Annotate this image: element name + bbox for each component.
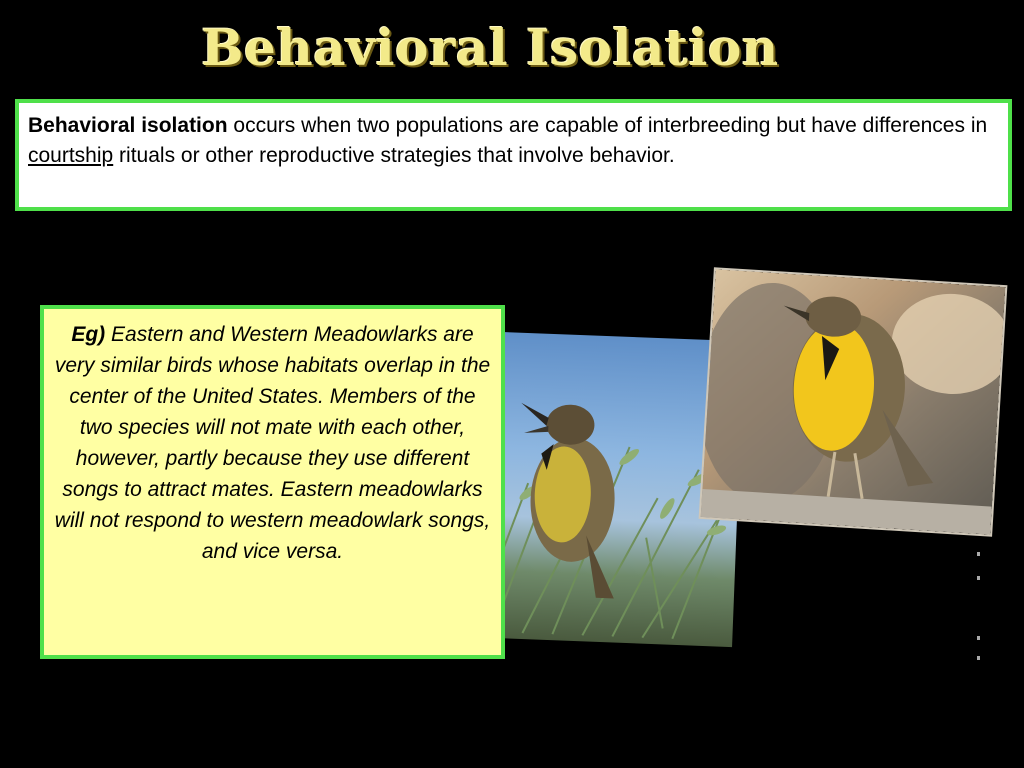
definition-box <box>15 99 1012 211</box>
mark <box>977 656 980 660</box>
standing-meadowlark-photo <box>701 269 1006 534</box>
definition-text-end: rituals or other reproductive strategies that involve behavior. <box>113 144 675 167</box>
mark <box>977 636 980 640</box>
definition-text: occurs when two populations are capable of interbreeding but have differences in <box>227 114 988 137</box>
decorative-marks <box>974 552 984 664</box>
example-box <box>40 305 505 659</box>
mark <box>977 552 980 556</box>
definition-term: Behavioral isolation <box>28 114 228 137</box>
mark <box>977 576 980 580</box>
slide-title: Behavioral Isolation <box>201 18 779 77</box>
example-text: Eastern and Western Meadowlarks are very similar birds whose habitats overlap in the center of the United States. Members of the two species will not mate with each other, however, partly because they use different songs to attract mates. Eastern meadowlarks will not respond to western meadowlark songs, and vice versa. <box>54 323 491 563</box>
courtship-link[interactable]: courtship <box>28 144 114 167</box>
example-label: Eg) <box>71 323 106 346</box>
